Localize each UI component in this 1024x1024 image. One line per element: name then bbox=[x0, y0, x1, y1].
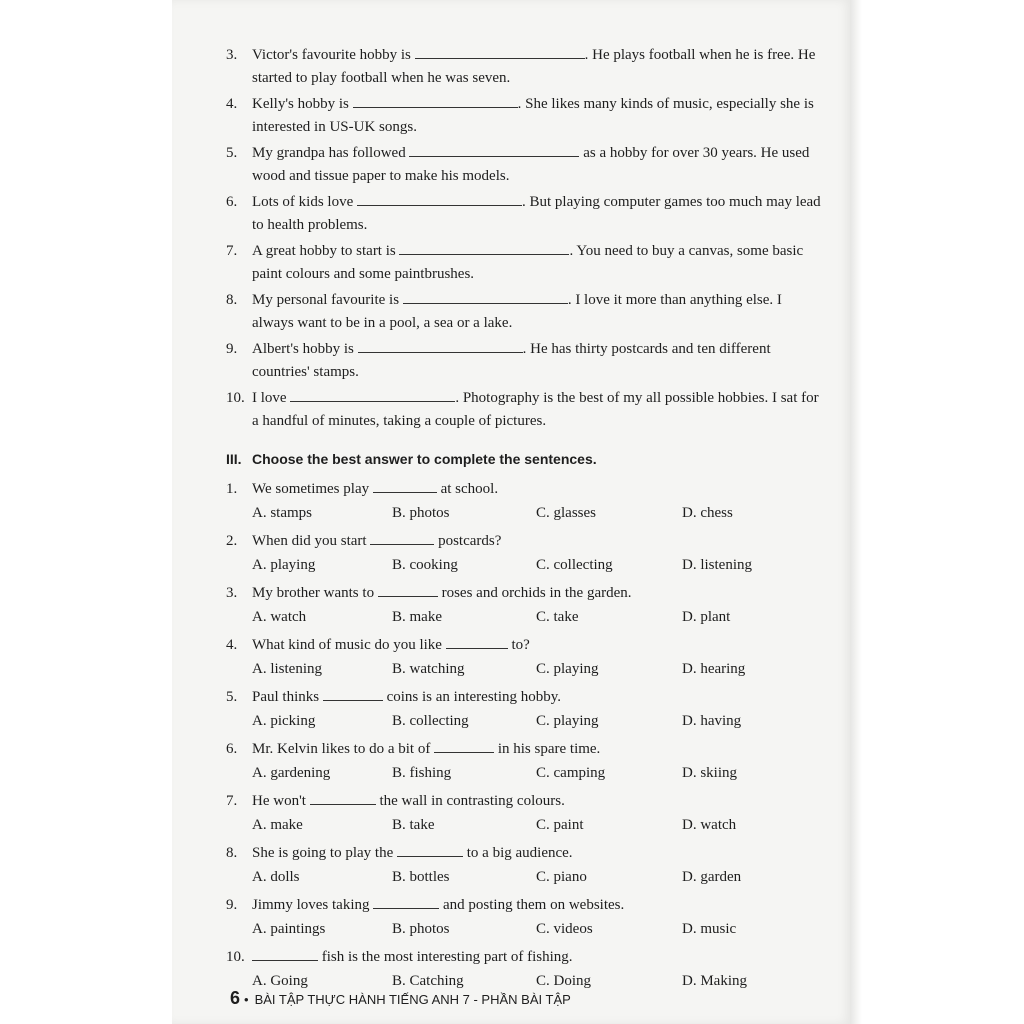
answer-option[interactable]: D. chess bbox=[682, 505, 733, 521]
answer-blank[interactable] bbox=[290, 387, 455, 402]
answer-option[interactable]: A. Going bbox=[252, 973, 308, 989]
item-number: 6. bbox=[226, 194, 238, 210]
answer-blank[interactable] bbox=[373, 478, 437, 493]
answer-option[interactable]: A. make bbox=[252, 817, 303, 833]
question-number: 6. bbox=[226, 741, 238, 757]
answer-option[interactable]: B. collecting bbox=[392, 713, 469, 729]
sentence-end: . He plays football when he is free. He started to play football when he was seven. bbox=[252, 47, 816, 86]
answer-option[interactable]: D. garden bbox=[682, 869, 742, 885]
sentence-start: My brother wants to bbox=[252, 585, 378, 601]
answer-option[interactable]: D. hearing bbox=[682, 661, 746, 677]
sentence-start: Kelly's hobby is bbox=[252, 96, 353, 112]
multiple-choice-exercise bbox=[226, 477, 826, 993]
answer-options bbox=[226, 761, 826, 785]
answer-option[interactable]: C. glasses bbox=[536, 505, 596, 521]
item-text bbox=[252, 289, 826, 335]
answer-options bbox=[226, 657, 826, 681]
fill-item bbox=[226, 191, 826, 237]
question-text bbox=[252, 945, 573, 969]
question-text bbox=[252, 893, 624, 917]
answer-blank[interactable] bbox=[358, 338, 523, 353]
answer-option[interactable]: C. paint bbox=[536, 817, 584, 833]
book-title: BÀI TẬP THỰC HÀNH TIẾNG ANH 7 - PHẦN BÀI TẬP bbox=[254, 992, 571, 1007]
question-text bbox=[252, 841, 573, 865]
fill-item bbox=[226, 142, 826, 188]
question-line bbox=[226, 945, 826, 969]
item-number: 8. bbox=[226, 292, 238, 308]
answer-options bbox=[226, 813, 826, 837]
sentence-start: Paul thinks bbox=[252, 689, 323, 705]
sentence-end: . But playing computer games too much may lead to health problems. bbox=[252, 194, 821, 233]
question-item bbox=[226, 685, 826, 733]
sentence-end: and posting them on websites. bbox=[439, 897, 625, 913]
question-text bbox=[252, 529, 501, 553]
question-line bbox=[226, 841, 826, 865]
answer-option[interactable]: A. playing bbox=[252, 557, 316, 573]
sentence-start: We sometimes play bbox=[252, 481, 373, 497]
answer-option[interactable]: A. gardening bbox=[252, 765, 331, 781]
question-line bbox=[226, 893, 826, 917]
answer-option[interactable]: C. take bbox=[536, 609, 579, 625]
fill-item bbox=[226, 387, 826, 433]
sentence-end: the wall in contrasting colours. bbox=[375, 793, 565, 809]
answer-option[interactable]: A. picking bbox=[252, 713, 316, 729]
answer-option[interactable]: C. collecting bbox=[536, 557, 613, 573]
question-item bbox=[226, 581, 826, 629]
answer-options bbox=[226, 501, 826, 525]
question-item bbox=[226, 737, 826, 785]
question-item bbox=[226, 945, 826, 993]
question-item bbox=[226, 477, 826, 525]
answer-option[interactable]: D. Making bbox=[682, 973, 747, 989]
question-number: 1. bbox=[226, 481, 238, 497]
question-text bbox=[252, 685, 561, 709]
sentence-start: Mr. Kelvin likes to do a bit of bbox=[252, 741, 435, 757]
fill-item bbox=[226, 338, 826, 384]
sentence-end: as a hobby for over 30 years. He used wood and tissue paper to make his models. bbox=[252, 145, 810, 184]
answer-blank[interactable] bbox=[378, 582, 438, 597]
fill-item bbox=[226, 289, 826, 335]
sentence-end: . Photography is the best of my all possible hobbies. I sat for a handful of minutes, taking a couple of pictures. bbox=[252, 390, 819, 429]
answer-blank[interactable] bbox=[397, 842, 463, 857]
sentence-end: . He has thirty postcards and ten different countries' stamps. bbox=[252, 341, 771, 380]
answer-blank[interactable] bbox=[399, 240, 569, 255]
answer-option[interactable]: D. listening bbox=[682, 557, 752, 573]
answer-option[interactable]: C. playing bbox=[536, 713, 599, 729]
question-line bbox=[226, 581, 826, 605]
sentence-start: When did you start bbox=[252, 533, 371, 549]
question-number: 7. bbox=[226, 793, 238, 809]
answer-options bbox=[226, 917, 826, 941]
fill-item bbox=[226, 93, 826, 139]
answer-blank[interactable] bbox=[310, 790, 376, 805]
sentence-start: What kind of music do you like bbox=[252, 637, 446, 653]
answer-blank[interactable] bbox=[446, 634, 508, 649]
question-text bbox=[252, 789, 565, 813]
question-line bbox=[226, 529, 826, 553]
answer-option[interactable]: B. fishing bbox=[392, 765, 452, 781]
fill-in-exercise bbox=[226, 44, 826, 433]
question-line bbox=[226, 685, 826, 709]
answer-option[interactable]: A. paintings bbox=[252, 921, 326, 937]
answer-option[interactable]: B. cooking bbox=[392, 557, 458, 573]
sentence-start: She is going to play the bbox=[252, 845, 397, 861]
section-number: III. bbox=[226, 451, 242, 467]
sentence-start: He won't bbox=[252, 793, 310, 809]
sentence-end: to? bbox=[507, 637, 530, 653]
answer-blank[interactable] bbox=[353, 93, 518, 108]
sentence-start: Jimmy loves taking bbox=[252, 897, 374, 913]
item-number: 4. bbox=[226, 96, 238, 112]
item-text bbox=[252, 142, 826, 188]
answer-option[interactable]: B. watching bbox=[392, 661, 465, 677]
sentence-end: fish is the most interesting part of fishing. bbox=[318, 949, 573, 965]
question-line bbox=[226, 789, 826, 813]
question-number: 10. bbox=[226, 949, 245, 965]
sentence-end: in his spare time. bbox=[494, 741, 601, 757]
question-number: 2. bbox=[226, 533, 238, 549]
question-item bbox=[226, 529, 826, 577]
page-footer bbox=[230, 988, 571, 1009]
sentence-start: Victor's favourite hobby is bbox=[252, 47, 415, 63]
page-edge bbox=[850, 0, 862, 1024]
answer-options bbox=[226, 865, 826, 889]
question-number: 3. bbox=[226, 585, 238, 601]
question-line bbox=[226, 737, 826, 761]
item-number: 3. bbox=[226, 47, 238, 63]
item-text bbox=[252, 93, 826, 139]
fill-item bbox=[226, 44, 826, 90]
answer-option[interactable]: C. piano bbox=[536, 869, 587, 885]
question-text bbox=[252, 737, 600, 761]
question-item bbox=[226, 789, 826, 837]
answer-options bbox=[226, 709, 826, 733]
answer-blank[interactable] bbox=[370, 530, 434, 545]
answer-options bbox=[226, 605, 826, 629]
answer-option[interactable]: D. skiing bbox=[682, 765, 738, 781]
item-text bbox=[252, 387, 826, 433]
answer-option[interactable]: D. watch bbox=[682, 817, 737, 833]
question-item bbox=[226, 893, 826, 941]
sentence-end: . She likes many kinds of music, especially she is interested in US-UK songs. bbox=[252, 96, 814, 135]
item-number: 10. bbox=[226, 390, 245, 406]
question-line bbox=[226, 477, 826, 501]
item-text bbox=[252, 240, 826, 286]
answer-blank[interactable] bbox=[403, 289, 568, 304]
answer-option[interactable]: B. bottles bbox=[392, 869, 450, 885]
answer-blank[interactable] bbox=[252, 946, 318, 961]
answer-blank[interactable] bbox=[415, 44, 585, 59]
question-line bbox=[226, 633, 826, 657]
sentence-end: at school. bbox=[436, 481, 499, 497]
answer-option[interactable]: B. photos bbox=[392, 921, 450, 937]
answer-option[interactable]: C. playing bbox=[536, 661, 599, 677]
question-text bbox=[252, 633, 530, 657]
question-text bbox=[252, 477, 498, 501]
sentence-end: roses and orchids in the garden. bbox=[437, 585, 632, 601]
answer-blank[interactable] bbox=[373, 894, 439, 909]
sentence-end: to a big audience. bbox=[463, 845, 573, 861]
sentence-start: Lots of kids love bbox=[252, 194, 357, 210]
sentence-end: . You need to buy a canvas, some basic paint colours and some paintbrushes. bbox=[252, 243, 804, 282]
question-item bbox=[226, 633, 826, 681]
item-number: 9. bbox=[226, 341, 238, 357]
sentence-end: . I love it more than anything else. I always want to be in a pool, a sea or a lake. bbox=[252, 292, 782, 331]
answer-option[interactable]: C. camping bbox=[536, 765, 606, 781]
sentence-start: A great hobby to start is bbox=[252, 243, 400, 259]
answer-option[interactable]: A. dolls bbox=[252, 869, 300, 885]
answer-option[interactable]: B. photos bbox=[392, 505, 450, 521]
answer-option[interactable]: C. videos bbox=[536, 921, 593, 937]
sentence-start: Albert's hobby is bbox=[252, 341, 358, 357]
answer-option[interactable]: D. music bbox=[682, 921, 737, 937]
question-number: 8. bbox=[226, 845, 238, 861]
sentence-start: My grandpa has followed bbox=[252, 145, 410, 161]
answer-options bbox=[226, 553, 826, 577]
sentence-end: postcards? bbox=[434, 533, 502, 549]
answer-option[interactable]: B. Catching bbox=[392, 973, 464, 989]
question-number: 4. bbox=[226, 637, 238, 653]
answer-blank[interactable] bbox=[323, 686, 383, 701]
answer-option[interactable]: A. watch bbox=[252, 609, 307, 625]
section-heading bbox=[226, 451, 826, 467]
answer-option[interactable]: B. take bbox=[392, 817, 435, 833]
question-text bbox=[252, 581, 632, 605]
sentence-start: My personal favourite is bbox=[252, 292, 403, 308]
question-number: 9. bbox=[226, 897, 238, 913]
item-number: 5. bbox=[226, 145, 238, 161]
answer-blank[interactable] bbox=[357, 191, 522, 206]
footer-bullet: • bbox=[244, 992, 249, 1007]
fill-item bbox=[226, 240, 826, 286]
item-text bbox=[252, 338, 826, 384]
answer-option[interactable]: A. stamps bbox=[252, 505, 312, 521]
page-content bbox=[226, 44, 826, 997]
page-number: 6 bbox=[230, 988, 241, 1008]
question-item bbox=[226, 841, 826, 889]
answer-blank[interactable] bbox=[409, 142, 579, 157]
sentence-end: coins is an interesting hobby. bbox=[382, 689, 562, 705]
item-text bbox=[252, 191, 826, 237]
answer-option[interactable]: A. listening bbox=[252, 661, 322, 677]
answer-blank[interactable] bbox=[434, 738, 494, 753]
answer-option[interactable]: B. make bbox=[392, 609, 442, 625]
sentence-start: I love bbox=[252, 390, 291, 406]
item-number: 7. bbox=[226, 243, 238, 259]
section-title: Choose the best answer to complete the sentences. bbox=[252, 451, 597, 467]
workbook-page bbox=[172, 0, 852, 1024]
item-text bbox=[252, 44, 826, 90]
answer-option[interactable]: D. plant bbox=[682, 609, 731, 625]
answer-option[interactable]: D. having bbox=[682, 713, 742, 729]
question-number: 5. bbox=[226, 689, 238, 705]
answer-option[interactable]: C. Doing bbox=[536, 973, 592, 989]
